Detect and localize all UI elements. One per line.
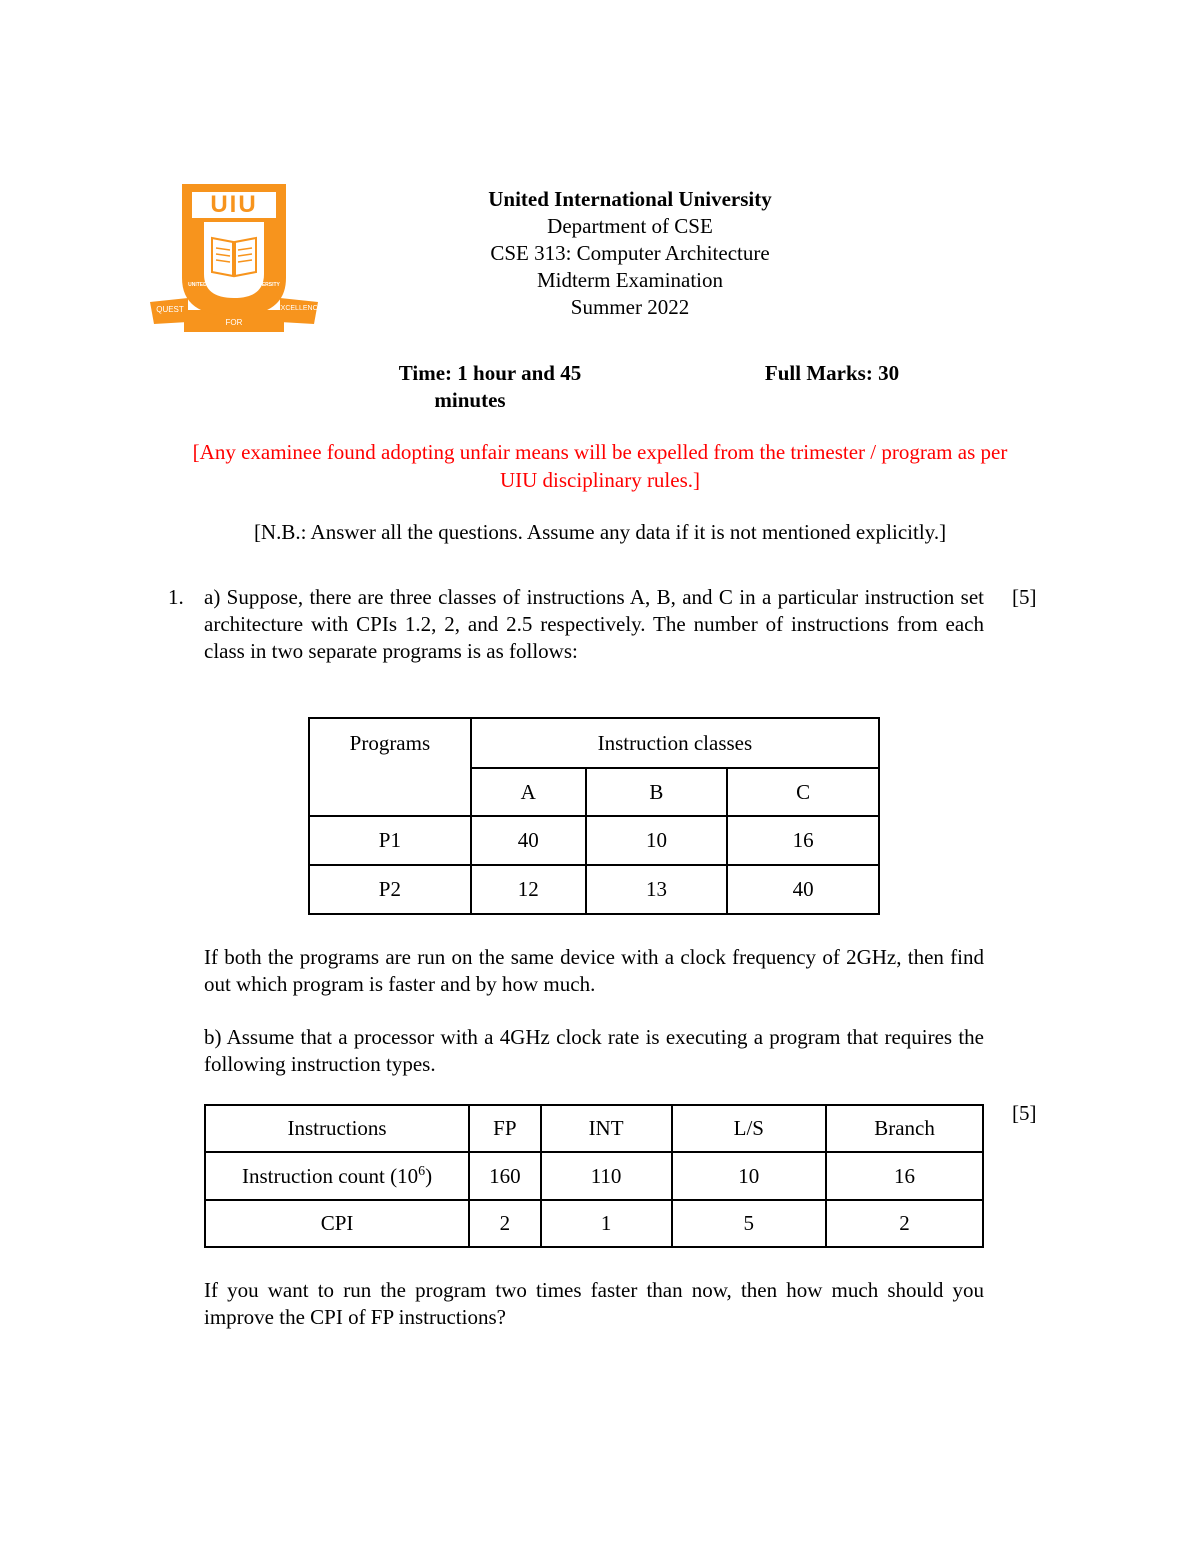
cpi-label: CPI — [205, 1200, 469, 1247]
q1a-table — [308, 717, 880, 915]
cpi-cell: 2 — [469, 1200, 541, 1247]
table-row — [205, 1152, 983, 1200]
count-cell: 10 — [672, 1152, 827, 1200]
table-row — [309, 865, 879, 914]
branch-header: Branch — [826, 1105, 983, 1152]
programs-header: Programs — [309, 718, 471, 816]
cpi-cell: 5 — [672, 1200, 827, 1247]
q1a-text: a) Suppose, there are three classes of instructions A, B, and C in a particular instruction set architecture with CPIs 1.2, 2, and 2.5 respectively. The number of instructions from each class in two separate programs is as follows: — [204, 585, 984, 663]
count-cell: 110 — [541, 1152, 672, 1200]
exam-time-line2: minutes — [434, 388, 506, 412]
warning-line1: [Any examinee found adopting unfair means will be expelled from the trimester / program as per — [192, 440, 1008, 464]
q1b-marks: [5] — [1012, 1101, 1037, 1125]
exam-term: Summer 2022 — [570, 295, 690, 319]
warning-line2: UIU disciplinary rules.] — [499, 468, 701, 492]
count-cell: 13 — [586, 865, 728, 914]
instructions-note: [N.B.: Answer all the questions. Assume any data if it is not mentioned explicitly.] — [253, 520, 947, 544]
program-cell: P2 — [309, 865, 471, 914]
logo-ring-text: UNITED INTERNATIONAL UNIVERSITY — [188, 282, 280, 288]
logo-ribbon-right: EXCELLENCE — [276, 305, 323, 312]
department-name: Department of CSE — [547, 214, 713, 238]
q1b-text: b) Assume that a processor with a 4GHz clock rate is executing a program that requires the following instruction types. — [204, 1025, 984, 1076]
q1b-question: If you want to run the program two times faster than now, then how much should you improve the CPI of FP instructions? — [204, 1278, 984, 1329]
count-cell: 16 — [826, 1152, 983, 1200]
q1b-table — [204, 1104, 984, 1248]
cpi-cell: 2 — [826, 1200, 983, 1247]
full-marks: Full Marks: 30 — [764, 361, 900, 385]
count-label-exponent: 6 — [418, 1163, 426, 1179]
count-cell: 16 — [727, 816, 879, 865]
count-cell: 12 — [471, 865, 586, 914]
exam-name: Midterm Examination — [536, 268, 724, 292]
program-cell: P1 — [309, 816, 471, 865]
class-c-header: C — [727, 768, 879, 816]
int-header: INT — [541, 1105, 672, 1152]
exam-time — [380, 360, 600, 414]
count-cell: 10 — [586, 816, 728, 865]
class-b-header: B — [586, 768, 728, 816]
count-cell: 40 — [471, 816, 586, 865]
ls-header: L/S — [672, 1105, 827, 1152]
class-a-header: A — [471, 768, 586, 816]
university-name: United International University — [488, 187, 772, 211]
instructions-header: Instructions — [205, 1105, 469, 1152]
count-label — [205, 1152, 469, 1200]
logo-ribbon-left: QUEST — [156, 305, 184, 314]
exam-time-line1: Time: 1 hour and 45 — [398, 361, 582, 385]
logo-ribbon-mid: FOR — [225, 318, 243, 327]
count-cell: 160 — [469, 1152, 541, 1200]
course-title: CSE 313: Computer Architecture — [490, 241, 770, 265]
unfair-means-warning — [130, 438, 1070, 494]
count-label-text: Instruction count (10 — [241, 1163, 419, 1188]
table-row — [309, 816, 879, 865]
cpi-cell: 1 — [541, 1200, 672, 1247]
logo-abbr: UIU — [210, 191, 258, 218]
exam-header — [380, 186, 880, 321]
classes-header: Instruction classes — [471, 718, 879, 768]
table-row — [205, 1200, 983, 1247]
fp-header: FP — [469, 1105, 541, 1152]
q1a-question: If both the programs are run on the same device with a clock frequency of 2GHz, then find out which program is faster and by how much. — [204, 945, 984, 996]
count-label-close: ) — [425, 1163, 433, 1188]
q1a-marks: [5] — [1012, 585, 1037, 609]
count-cell: 40 — [727, 865, 879, 914]
university-logo — [148, 182, 323, 338]
question-number: 1. — [168, 585, 184, 609]
